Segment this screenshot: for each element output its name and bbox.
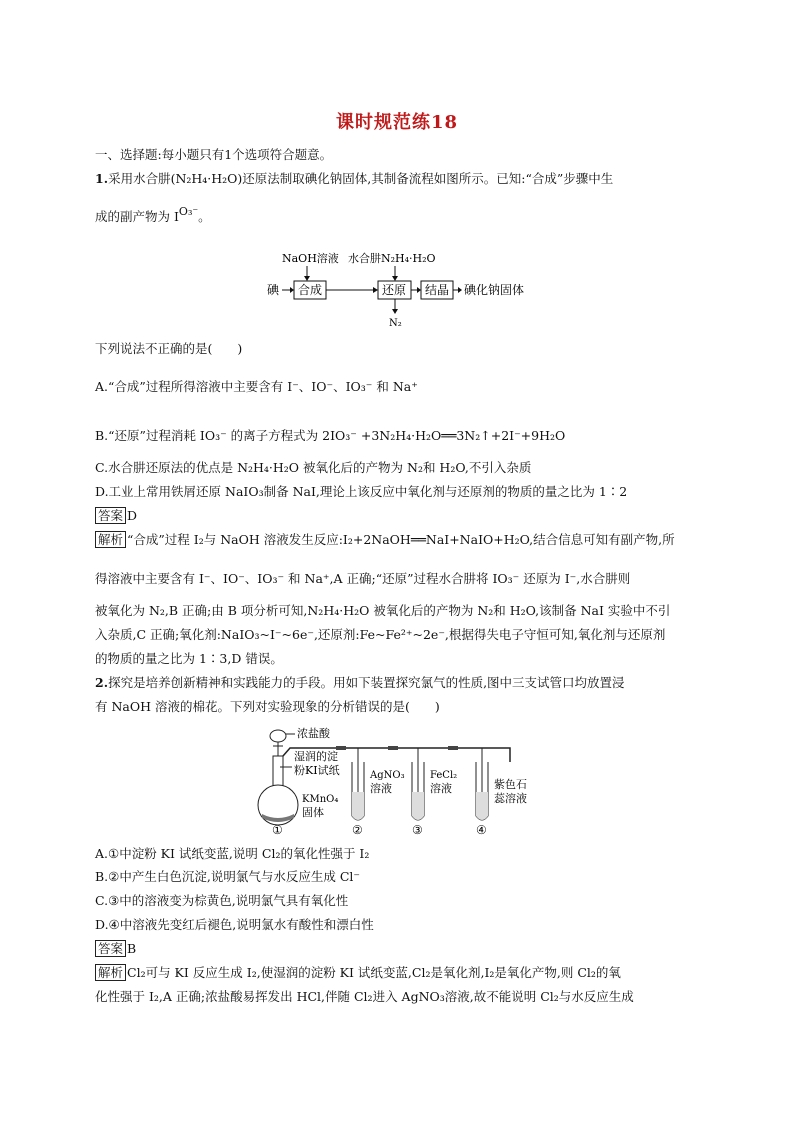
q1-stem-io3-formula: O₃⁻ [178,205,199,218]
q2-analysis-line-2: 化性强于 I₂,A 正确;浓盐酸易挥发出 HCl,伴随 Cl₂进入 AgNO₃溶液,故不能说明 Cl₂与水反应生成 [95,989,634,1004]
flow-arrowhead-hydrazine [392,276,398,281]
label-paper-2: 粉KI试纸 [294,764,340,777]
q1-analysis-line-3: 被氧化为 N₂,B 正确;由 B 项分析可知,N₂H₄·H₂O 被氧化后的产物为 N₂和 H₂O,该制备 NaI 实验中不引 [95,603,671,618]
q2-stem-text-1: 探究是培养创新精神和实践能力的手段。用如下装置探究氯气的性质,图中三支试管口均放置浸 [108,675,625,690]
flow-output: 碘化钠固体 [464,283,525,297]
label-solution-3: 溶液 [430,782,452,795]
section-heading: 一、选择题:每小题只有1个选项符合题意。 [95,147,333,162]
q1-analysis-line-4: 入杂质,C 正确;氧化剂:NaIO₃~I⁻~6e⁻,还原剂:Fe~Fe²⁺~2e⁻,根据得失电子守恒可知,氧化剂与还原剂 [95,627,666,642]
q2-answer-value: B [127,941,137,956]
q1-answer-value: D [127,508,138,523]
q1-stem-text-2c: 。 [198,209,211,224]
flow-step-synthesis: 合成 [298,283,323,297]
q2-option-b: B.②中产生白色沉淀,说明氯气与水反应生成 Cl⁻ [95,869,360,884]
flow-arrowhead-1 [373,287,378,293]
q2-number: 2. [95,675,109,690]
q2-answer-line [95,940,136,958]
flow-arrowhead-3 [458,287,462,293]
q2-stem-line-2: 有 NaOH 溶液的棉花。下列对实验现象的分析错误的是( ) [95,699,440,714]
connector-3 [448,746,458,750]
flow-reagent-hydrazine: 水合肼N₂H₄·H₂O [348,252,436,265]
q1-option-c: C.水合肼还原法的优点是 N₂H₄·H₂O 被氧化后的产物为 N₂和 H₂O,不引入杂质 [95,460,532,475]
solution-2 [352,792,364,820]
q2-analysis-tag: 解析 [95,964,126,981]
label-num-4: ④ [476,823,487,837]
label-conc-hcl: 浓盐酸 [297,727,330,740]
q1-answer-tag: 答案 [95,507,126,524]
q1-analysis-line-2: 得溶液中主要含有 I⁻、IO⁻、IO₃⁻ 和 Na⁺,A 正确;“还原”过程水合肼将 IO₃⁻ 还原为 I⁻,水合肼则 [95,571,631,586]
flow-step-crystallization: 结晶 [425,283,450,297]
flow-arrowhead-naoh [304,276,310,281]
label-solution-2: 溶液 [370,782,392,795]
q1-analysis-line-5: 的物质的量之比为 1∶3,D 错误。 [95,651,283,666]
label-paper-1: 湿润的淀 [294,750,338,763]
connector-2 [388,746,398,750]
q2-analysis-line-1 [95,964,621,982]
label-litmus-1: 紫色石 [494,778,527,791]
q1-option-b: B.“还原”过程消耗 IO₃⁻ 的离子方程式为 2IO₃⁻ +3N₂H₄·H₂O══3N₂↑+2I⁻+9H₂O [95,428,566,443]
label-solid: 固体 [302,806,324,819]
flow-arrowhead-0 [290,287,294,293]
label-num-3: ③ [412,823,423,837]
q1-analysis-line-1 [95,531,675,549]
flow-arrowhead-2 [417,287,421,293]
label-num-1: ① [272,823,283,837]
solution-3 [412,792,424,820]
label-agno3: AgNO₃ [370,770,405,781]
q1-answer-line [95,507,137,525]
q1-option-d: D.工业上常用铁屑还原 NaIO₃制备 NaI,理论上该反应中氧化剂与还原剂的物质的量之比为 1∶2 [95,484,628,499]
label-litmus-2: 蕊溶液 [494,792,527,805]
label-kmno4: KMnO₄ [302,794,339,805]
q1-number: 1. [95,171,109,186]
label-num-2: ② [352,823,363,837]
connector-1 [336,746,346,750]
q2-stem-line-1 [95,674,625,692]
q2-apparatus-diagram [250,722,550,838]
flow-arrowhead-n2 [392,309,398,314]
flow-reagent-naoh: NaOH溶液 [282,252,339,265]
page-title: 课时规范练18 [335,112,459,133]
q1-stem-text-2a: 成的副产物为 I [95,209,179,224]
flow-byproduct-n2: N₂ [389,318,402,329]
q1-flow-diagram [255,246,545,334]
q1-stem-line-2 [95,205,211,227]
q2-option-c: C.③中的溶液变为棕黄色,说明氯气具有氧化性 [95,893,349,908]
flow-step-reduction: 还原 [382,283,407,297]
funnel-bulb [270,730,286,742]
flask-neck [273,756,283,786]
q1-analysis-tag: 解析 [95,531,126,548]
q2-answer-tag: 答案 [95,940,126,957]
q1-analysis-text-1: “合成”过程 I₂与 NaOH 溶液发生反应:I₂+2NaOH══NaI+NaIO+H₂O,结合信息可知有副产物,所 [127,532,675,547]
q1-option-a: A.“合成”过程所得溶液中主要含有 I⁻、IO⁻、IO₃⁻ 和 Na⁺ [95,379,418,394]
q2-option-d: D.④中溶液先变红后褪色,说明氯水有酸性和漂白性 [95,917,374,932]
label-fecl2: FeCl₂ [430,770,458,781]
flow-input-iodine: 碘 [267,283,280,297]
q2-option-a: A.①中淀粉 KI 试纸变蓝,说明 Cl₂的氧化性强于 I₂ [95,846,370,861]
q1-stem-line-1 [95,170,613,188]
q2-analysis-text-1: Cl₂可与 KI 反应生成 I₂,使湿润的淀粉 KI 试纸变蓝,Cl₂是氧化剂,I₂是氧化产物,则 Cl₂的氧 [127,965,621,980]
q1-question: 下列说法不正确的是( ) [95,341,243,356]
solution-4 [476,792,488,820]
q1-stem-text-1: 采用水合肼(N₂H₄·H₂O)还原法制取碘化钠固体,其制备流程如图所示。已知:“合成”步骤中生 [108,171,614,186]
